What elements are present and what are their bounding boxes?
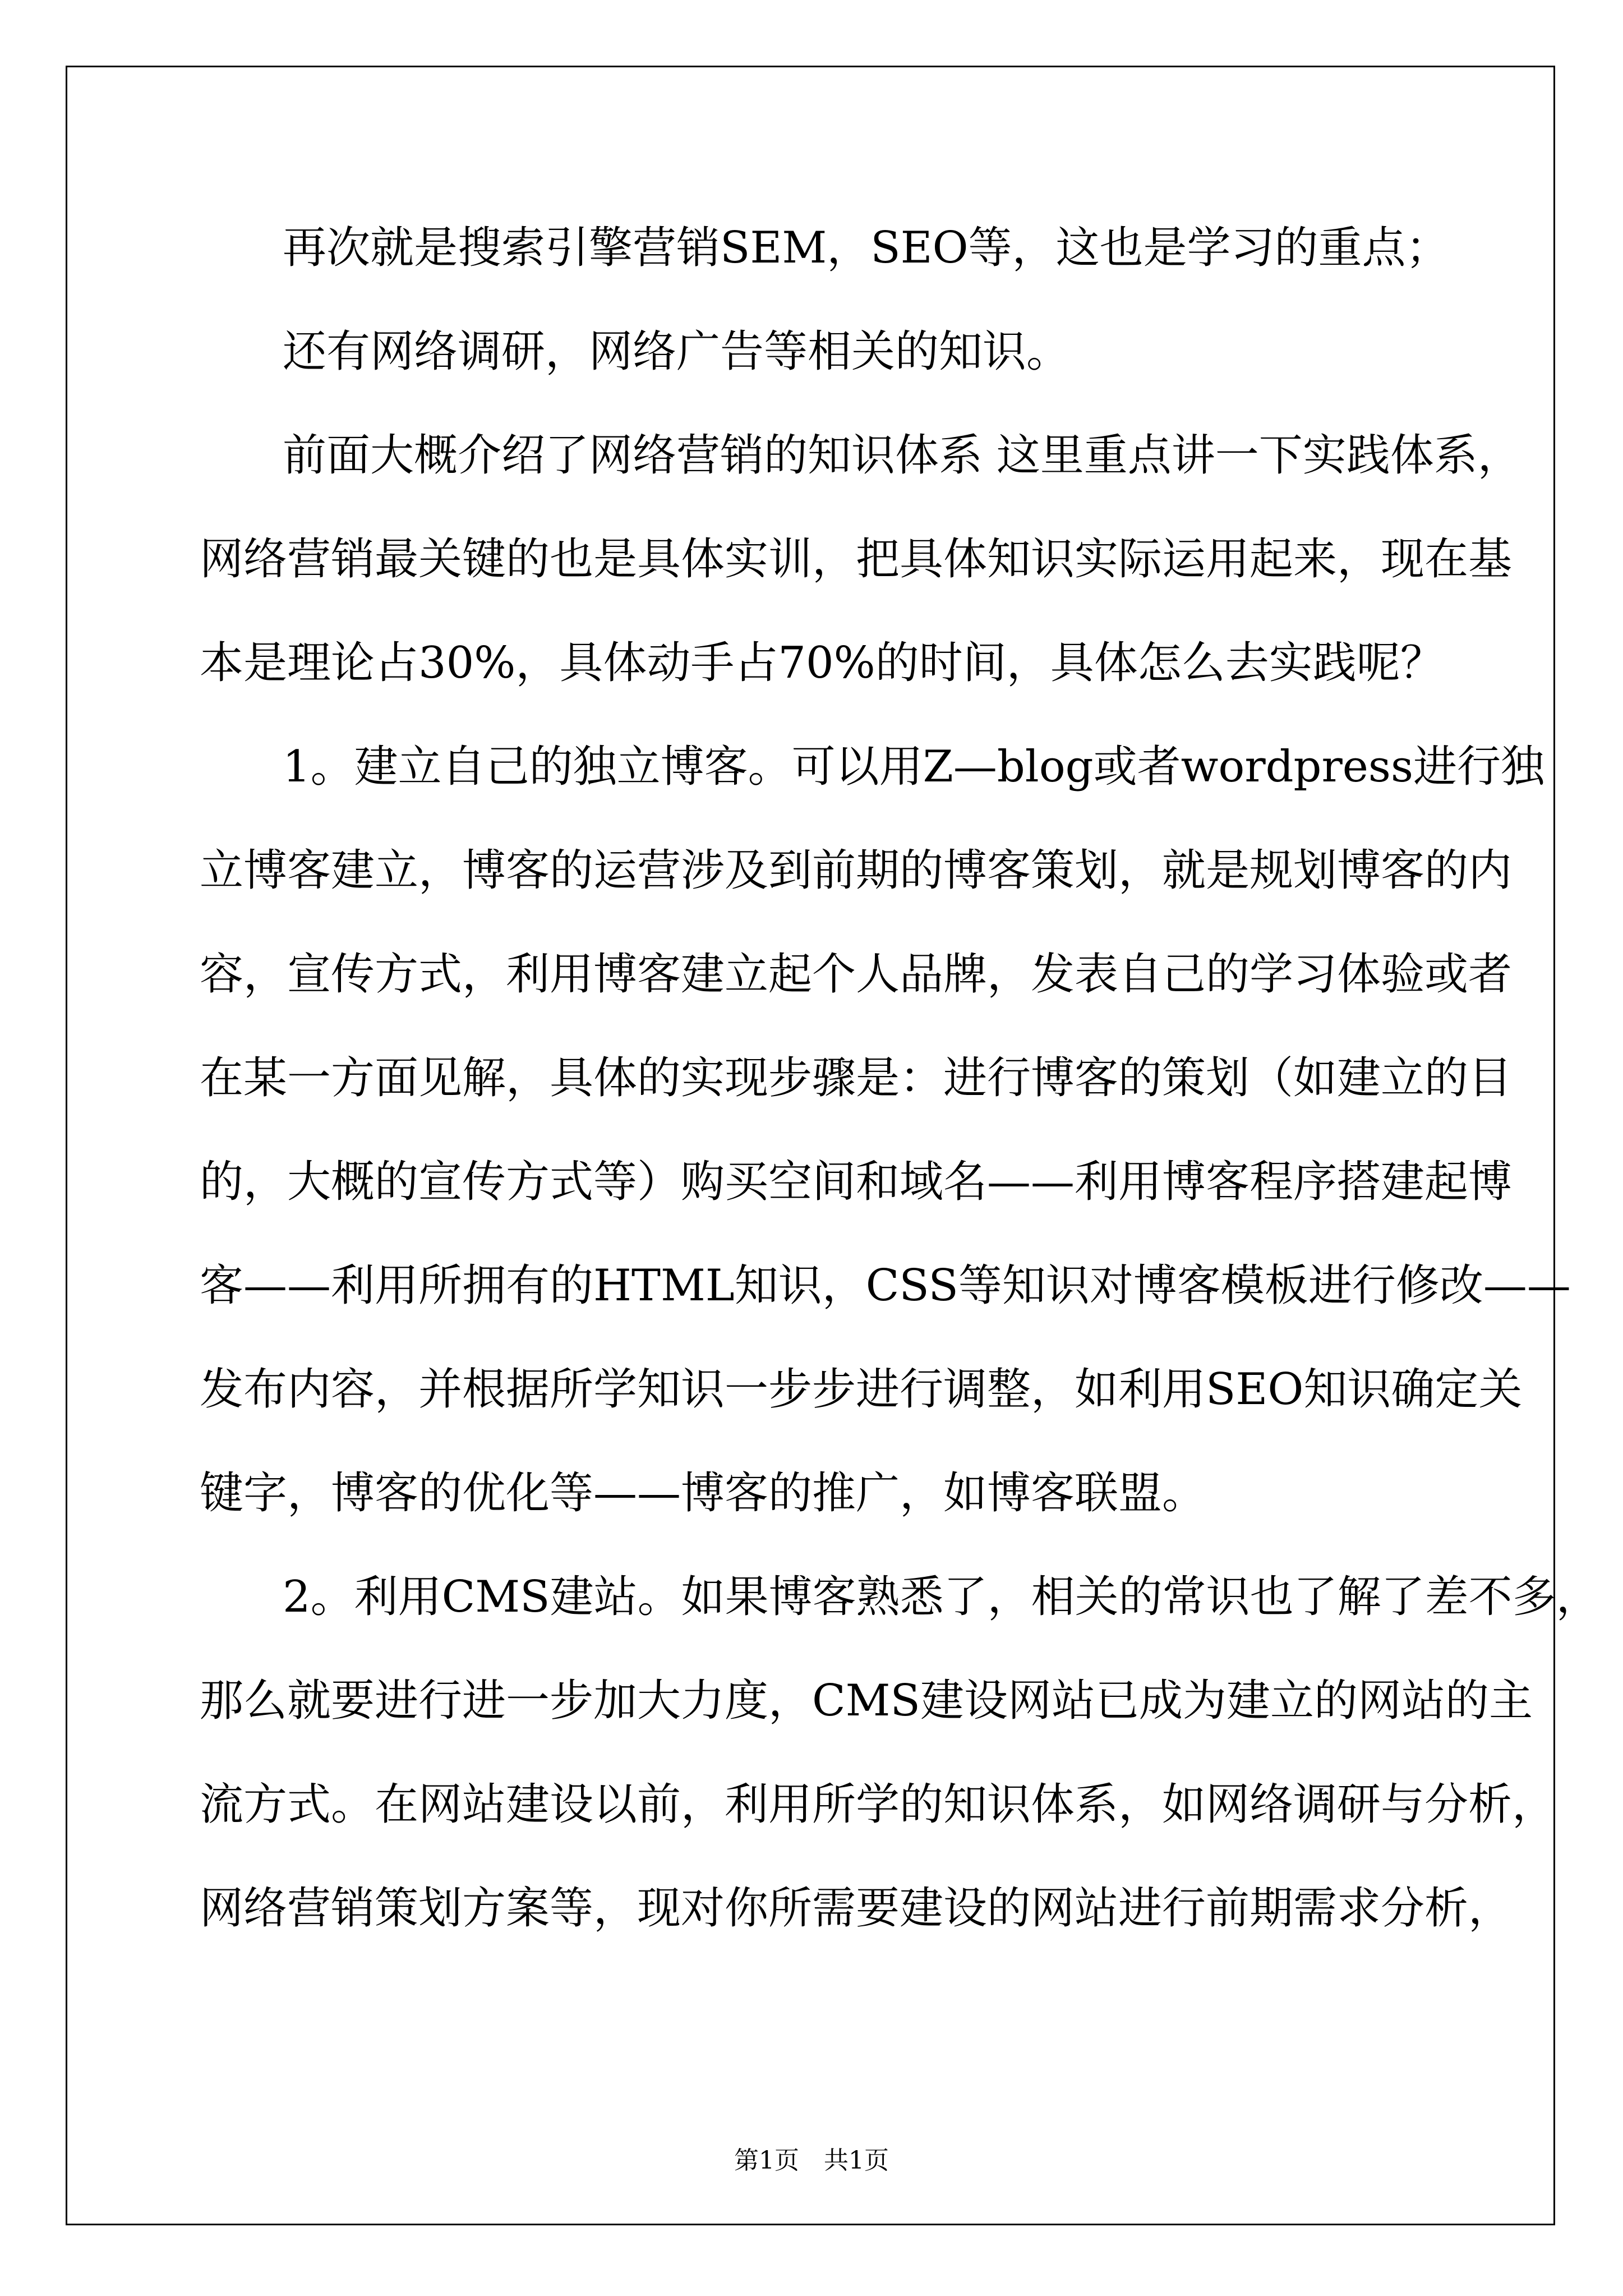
text-line: 在某一方面见解，具体的实现步骤是：进行博客的策划（如建立的目 (200, 1053, 1513, 1103)
text-line: 的，大概的宣传方式等）购买空间和域名——利用博客程序搭建起博 (200, 1157, 1513, 1207)
text-line: 立博客建立，博客的运营涉及到前期的博客策划，就是规划博客的内 (200, 845, 1513, 896)
text-line: 发布内容，并根据所学知识一步步进行调整，如利用SEO知识确定关 (200, 1364, 1523, 1415)
text-line: 客——利用所拥有的HTML知识，CSS等知识对博客模板进行修改—— (200, 1260, 1571, 1311)
text-line: 2。利用CMS建站。如果博客熟悉了，相关的常识也了解了差不多， (283, 1572, 1600, 1622)
text-line: 还有网络调研，网络广告等相关的知识。 (283, 326, 1071, 377)
text-line: 本是理论占30%，具体动手占70%的时间，具体怎么去实践呢？ (200, 638, 1444, 688)
text-line: 网络营销策划方案等，现对你所需要建设的网站进行前期需求分析， (200, 1883, 1513, 1934)
text-line: 再次就是搜索引擎营销SEM，SEO等，这也是学习的重点； (283, 223, 1450, 273)
text-line: 前面大概介绍了网络营销的知识体系 这里重点讲一下实践体系， (283, 430, 1521, 481)
page-footer: 第1页 共1页 (734, 2146, 889, 2175)
text-line: 键字，博客的优化等——博客的推广，如博客联盟。 (200, 1468, 1206, 1519)
text-line: 容，宣传方式，利用博客建立起个人品牌，发表自己的学习体验或者 (200, 949, 1513, 1000)
text-line: 1。建立自己的独立博客。可以用Z—blog或者wordpress进行独 (283, 742, 1544, 792)
text-line: 流方式。在网站建设以前，利用所学的知识体系，如网络调研与分析， (200, 1779, 1556, 1830)
text-line: 网络营销最关键的也是具体实训，把具体知识实际运用起来，现在基 (200, 534, 1513, 585)
text-line: 那么就要进行进一步加大力度，CMS建设网站已成为建立的网站的主 (200, 1676, 1533, 1726)
